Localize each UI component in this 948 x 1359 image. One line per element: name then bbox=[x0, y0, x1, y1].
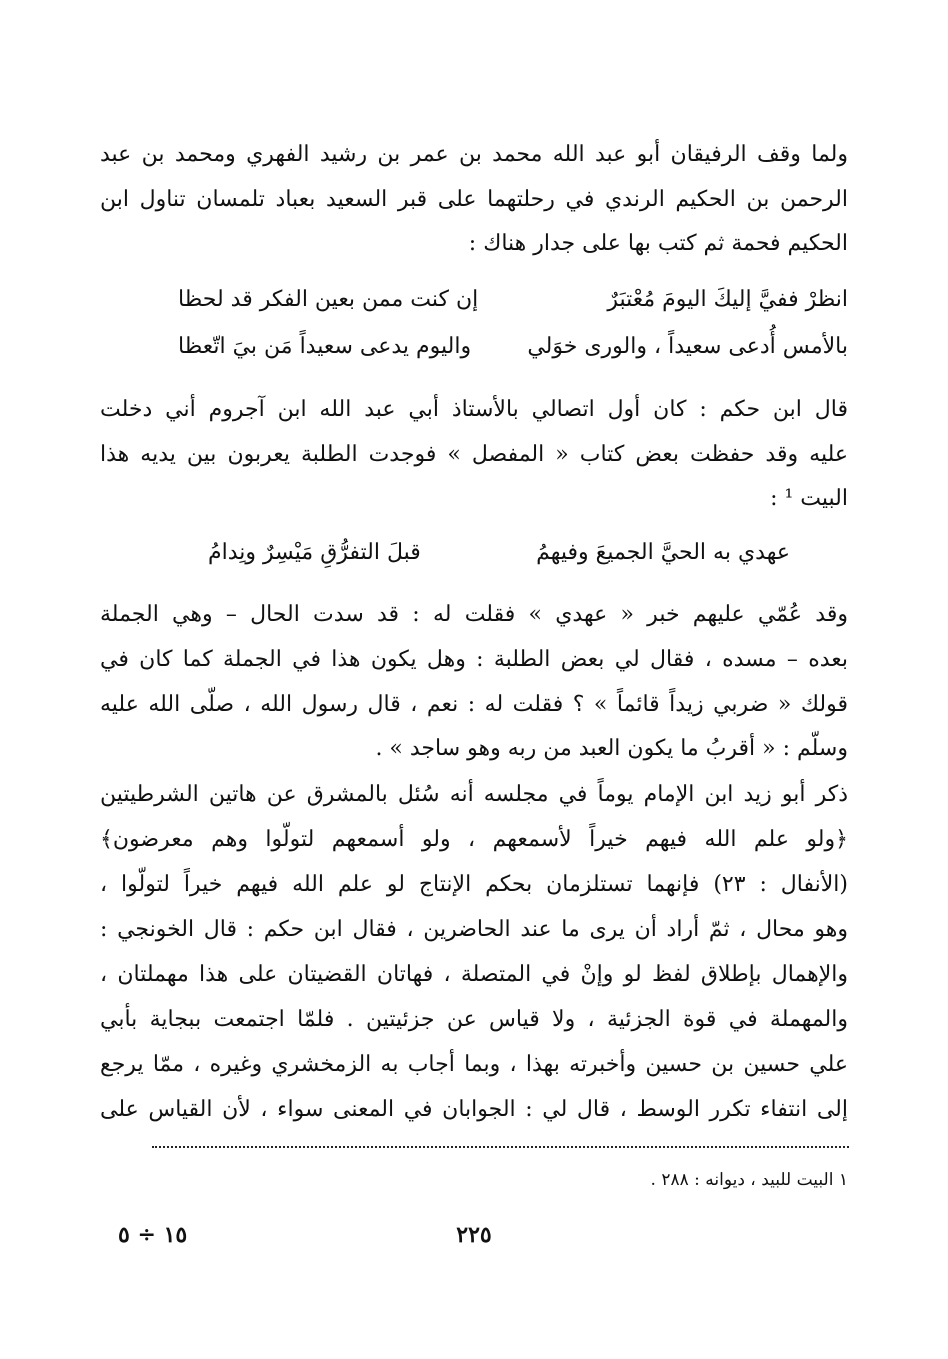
paragraph-3-line-3: قولك « ضربي زيداً قائماً » ؟ فقلت له : نعم ، قال رسول الله ، صلّى الله عليه bbox=[100, 692, 848, 717]
verse-1-left-hemistich: إن كنت ممن بعين الفكر قد لحظا bbox=[178, 287, 479, 312]
verse-3-left-hemistich: قبلَ التفرُّقِ مَيْسِرٌ ونِدامُ bbox=[208, 540, 421, 565]
paragraph-2-line-2: عليه وقد حفظت بعض كتاب « المفصل » فوجدت الطلبة يعربون بين يديه هذا bbox=[100, 442, 848, 467]
paragraph-4-line-8: إلى انتفاء تكرر الوسط ، قال لي : الجوابان في المعنى سواء ، لأن القياس على bbox=[100, 1097, 848, 1122]
verse-3-right-hemistich: عهدي به الحيَّ الجميعَ وفيهمُ bbox=[536, 540, 790, 565]
paragraph-2-line-3: البيت ¹ : bbox=[770, 486, 848, 511]
paragraph-4-line-5: والإهمال بإطلاق لفظ لو وإنْ في المتصلة ، فهاتان القضيتان على هذا مهملتان ، bbox=[100, 962, 848, 987]
footnote: ١ البيت للبيد ، ديوانه : ٢٨٨ . bbox=[650, 1170, 848, 1190]
paragraph-4-line-4: وهو محال ، ثمّ أراد أن يرى ما عند الحاضرين ، فقال ابن حكم : قال الخونجي : bbox=[100, 917, 848, 942]
verse-2-right-hemistich: بالأمس أُدعى سعيداً ، والورى خوَلي bbox=[527, 334, 848, 359]
page-number: ٢٢٥ bbox=[456, 1222, 492, 1248]
paragraph-4-line-2: ﴿ولو علم الله فيهم خيراً لأسمعهم ، ولو أسمعهم لتولّوا وهم معرضون﴾ bbox=[100, 827, 848, 852]
paragraph-4-line-6: والمهملة في قوة الجزئية ، ولا قياس عن جزئيتين . فلمّا اجتمعت ببجاية بأبي bbox=[100, 1007, 848, 1032]
paragraph-3-line-4: وسلّم : « أقربُ ما يكون العبد من ربه وهو ساجد » . bbox=[375, 736, 848, 761]
signature-mark: ١٥ ÷ ٥ bbox=[118, 1222, 188, 1248]
paragraph-2-line-1: قال ابن حكم : كان أول اتصالي بالأستاذ أبي عبد الله ابن آجروم أني دخلت bbox=[100, 397, 848, 422]
paragraph-1-line-2: الرحمن بن الحكيم الرندي في رحلتهما على قبر السعيد بعباد تلمسان تناول ابن bbox=[100, 187, 848, 212]
paragraph-4-line-3: (الأنفال : ٢٣) فإنهما تستلزمان بحكم الإنتاج لو علم الله فيهم خيراً لتولّوا ، bbox=[100, 872, 848, 897]
footnote-separator bbox=[152, 1146, 849, 1148]
paragraph-4-line-7: علي حسين بن حسين وأخبرته بهذا ، وبما أجاب به الزمخشري وغيره ، ممّا يرجع bbox=[100, 1052, 848, 1077]
verse-1-right-hemistich: انظرْ ففيَّ إليكَ اليومَ مُعْتبَرٌ bbox=[607, 287, 848, 312]
paragraph-1-line-1: ولما وقف الرفيقان أبو عبد الله محمد بن عمر بن رشيد الفهري ومحمد بن عبد bbox=[100, 142, 848, 167]
verse-2-left-hemistich: واليوم يدعى سعيداً مَن بيَ اتّعظا bbox=[178, 334, 472, 359]
paragraph-4-line-1: ذكر أبو زيد ابن الإمام يوماً في مجلسه أنه سُئل بالمشرق عن هاتين الشرطيتين bbox=[100, 782, 848, 807]
paragraph-1-line-3: الحكيم فحمة ثم كتب بها على جدار هناك : bbox=[468, 231, 848, 256]
paragraph-3-line-2: بعده – مسده ، فقال لي بعض الطلبة : وهل يكون هذا في الجملة كما كان في bbox=[100, 647, 848, 672]
paragraph-3-line-1: وقد عُمّي عليهم خبر « عهدي » فقلت له : قد سدت الحال – وهي الجملة bbox=[100, 602, 848, 627]
